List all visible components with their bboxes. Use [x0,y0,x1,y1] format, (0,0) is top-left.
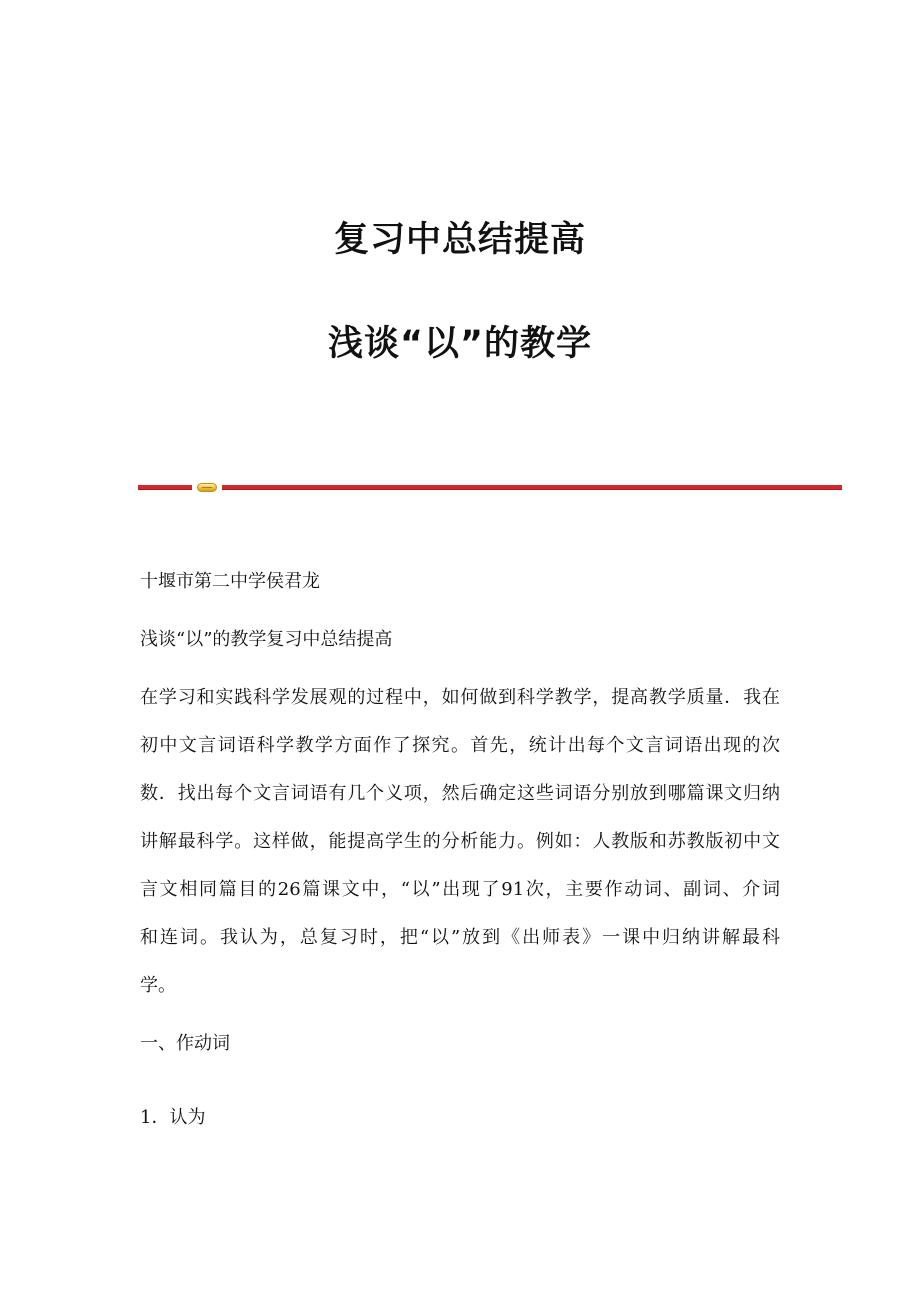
paragraph-line: 和连词。我认为，总复习时，把“以”放到《出师表》一课中归纳讲解最科 [140,927,780,948]
divider-ornament-icon [197,483,217,492]
document-title: 复习中总结提高 [333,220,586,260]
paragraph-line: 在学习和实践科学发展观的过程中，如何做到科学教学，提高教学质量．我在 [140,687,780,708]
author-line: 十堰市第二中学侯君龙 [140,571,320,592]
section-heading: 一、作动词 [140,1033,230,1054]
item-heading: 1．认为 [140,1107,206,1128]
subtitle-line: 浅谈“以”的教学复习中总结提高 [140,629,393,650]
divider-bar-left [138,485,192,490]
paragraph-line: 讲解最科学。这样做，能提高学生的分析能力。例如：人教版和苏教版初中文 [140,831,780,852]
paragraph-line: 初中文言词语科学教学方面作了探究。首先，统计出每个文言词语出现的次 [140,735,780,756]
title-divider [138,483,842,493]
document-title-secondary: 浅谈“以”的教学 [327,324,592,364]
paragraph-line: 学。 [140,975,176,996]
paragraph-line: 言文相同篇目的26篇课文中，“以”出现了91次，主要作动词、副词、介词 [140,879,780,900]
divider-bar-right [222,485,842,490]
paragraph-line: 数．找出每个文言词语有几个义项，然后确定这些词语分别放到哪篇课文归纳 [140,783,780,804]
body-paragraph [140,686,780,1022]
